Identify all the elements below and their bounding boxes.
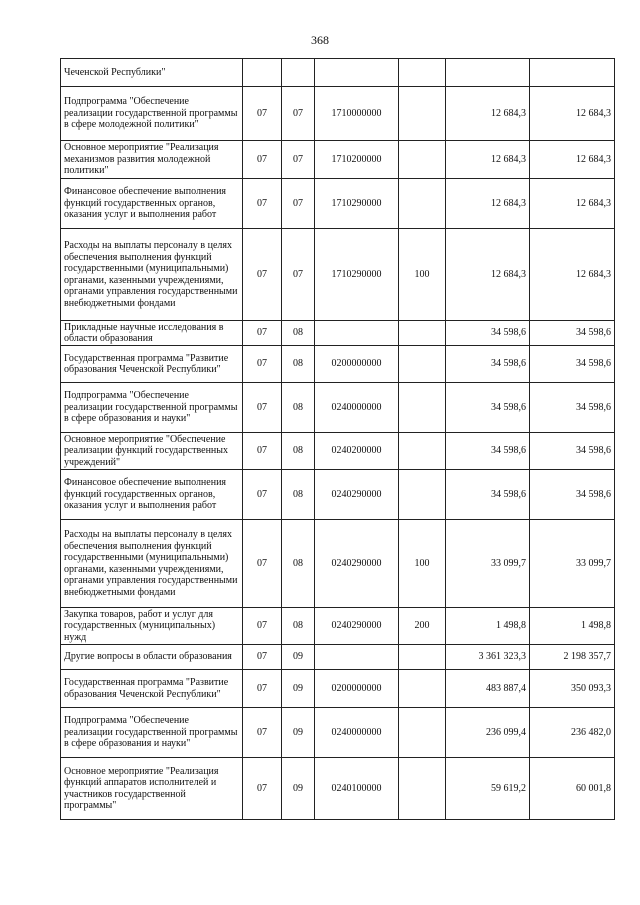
- section-code-cell: 07: [243, 758, 282, 820]
- subsection-code-cell: 07: [282, 87, 315, 141]
- target-article-cell: 0240000000: [315, 383, 399, 433]
- expense-type-cell: [399, 758, 446, 820]
- section-code-cell: 07: [243, 87, 282, 141]
- row-name-cell: Расходы на выплаты персоналу в целях обеспечения выполнения функций государственными (муниципальными) органами, казенными учреждениями, органами управления государственными внебюджетными фондами: [61, 520, 243, 608]
- amount-year1-cell: 34 598,6: [446, 346, 530, 383]
- section-code-cell: 07: [243, 383, 282, 433]
- target-article-cell: 0240200000: [315, 433, 399, 470]
- section-code-cell: 07: [243, 708, 282, 758]
- amount-year2-cell: 34 598,6: [530, 383, 615, 433]
- amount-year2-cell: 350 093,3: [530, 670, 615, 708]
- section-code-cell: 07: [243, 645, 282, 670]
- subsection-code-cell: 08: [282, 608, 315, 645]
- amount-year2-cell: 34 598,6: [530, 321, 615, 346]
- expense-type-cell: [399, 645, 446, 670]
- amount-year1-cell: 59 619,2: [446, 758, 530, 820]
- target-article-cell: 0240100000: [315, 758, 399, 820]
- subsection-code-cell: 09: [282, 645, 315, 670]
- row-name-cell: Прикладные научные исследования в области образования: [61, 321, 243, 346]
- subsection-code-cell: 08: [282, 520, 315, 608]
- target-article-cell: 1710000000: [315, 87, 399, 141]
- table-row: [61, 433, 615, 470]
- section-code-cell: 07: [243, 179, 282, 229]
- table-row: [61, 383, 615, 433]
- amount-year1-cell: 34 598,6: [446, 383, 530, 433]
- target-article-cell: [315, 59, 399, 87]
- section-code-cell: 07: [243, 346, 282, 383]
- subsection-code-cell: [282, 59, 315, 87]
- amount-year1-cell: 12 684,3: [446, 87, 530, 141]
- row-name-cell: Государственная программа "Развитие образования Чеченской Республики": [61, 346, 243, 383]
- amount-year2-cell: [530, 59, 615, 87]
- amount-year1-cell: 1 498,8: [446, 608, 530, 645]
- row-name-cell: Другие вопросы в области образования: [61, 645, 243, 670]
- table-row: [61, 87, 615, 141]
- target-article-cell: 1710290000: [315, 179, 399, 229]
- target-article-cell: 0240000000: [315, 708, 399, 758]
- amount-year2-cell: 34 598,6: [530, 470, 615, 520]
- row-name-cell: Расходы на выплаты персоналу в целях обеспечения выполнения функций государственными (муниципальными) органами, казенными учреждениями, органами управления государственными внебюджетными фондами: [61, 229, 243, 321]
- row-name-cell: Основное мероприятие "Реализация механизмов развития молодежной политики": [61, 141, 243, 179]
- subsection-code-cell: 07: [282, 179, 315, 229]
- expense-type-cell: 100: [399, 229, 446, 321]
- row-name-cell: Подпрограмма "Обеспечение реализации государственной программы в сфере образования и науки": [61, 383, 243, 433]
- subsection-code-cell: 09: [282, 758, 315, 820]
- amount-year2-cell: 60 001,8: [530, 758, 615, 820]
- table-row: [61, 758, 615, 820]
- row-name-cell: Основное мероприятие "Обеспечение реализации функций государственных учреждений": [61, 433, 243, 470]
- amount-year2-cell: 1 498,8: [530, 608, 615, 645]
- target-article-cell: 0200000000: [315, 346, 399, 383]
- amount-year2-cell: 236 482,0: [530, 708, 615, 758]
- table-row: [61, 321, 615, 346]
- expense-type-cell: [399, 470, 446, 520]
- section-code-cell: 07: [243, 433, 282, 470]
- subsection-code-cell: 07: [282, 229, 315, 321]
- target-article-cell: 0240290000: [315, 608, 399, 645]
- row-name-cell: Чеченской Республики": [61, 59, 243, 87]
- expense-type-cell: 100: [399, 520, 446, 608]
- section-code-cell: 07: [243, 670, 282, 708]
- expense-type-cell: [399, 433, 446, 470]
- expense-type-cell: [399, 179, 446, 229]
- table-row: [61, 645, 615, 670]
- expense-type-cell: [399, 59, 446, 87]
- subsection-code-cell: 09: [282, 708, 315, 758]
- expense-type-cell: [399, 141, 446, 179]
- expense-type-cell: [399, 708, 446, 758]
- expense-type-cell: [399, 87, 446, 141]
- amount-year1-cell: 34 598,6: [446, 321, 530, 346]
- table-row: [61, 179, 615, 229]
- target-article-cell: 0200000000: [315, 670, 399, 708]
- subsection-code-cell: 08: [282, 470, 315, 520]
- expense-type-cell: [399, 383, 446, 433]
- subsection-code-cell: 08: [282, 346, 315, 383]
- target-article-cell: 0240290000: [315, 470, 399, 520]
- target-article-cell: [315, 321, 399, 346]
- table-row: [61, 59, 615, 87]
- expense-type-cell: [399, 670, 446, 708]
- table-body: [61, 59, 615, 820]
- amount-year1-cell: [446, 59, 530, 87]
- table-row: [61, 229, 615, 321]
- amount-year2-cell: 34 598,6: [530, 433, 615, 470]
- table-row: [61, 346, 615, 383]
- row-name-cell: Финансовое обеспечение выполнения функций государственных органов, оказания услуг и выполнения работ: [61, 179, 243, 229]
- amount-year1-cell: 34 598,6: [446, 433, 530, 470]
- subsection-code-cell: 09: [282, 670, 315, 708]
- row-name-cell: Государственная программа "Развитие образования Чеченской Республики": [61, 670, 243, 708]
- subsection-code-cell: 08: [282, 433, 315, 470]
- row-name-cell: Закупка товаров, работ и услуг для государственных (муниципальных) нужд: [61, 608, 243, 645]
- row-name-cell: Основное мероприятие "Реализация функций аппаратов исполнителей и участников государственной программы": [61, 758, 243, 820]
- target-article-cell: 0240290000: [315, 520, 399, 608]
- target-article-cell: 1710200000: [315, 141, 399, 179]
- row-name-cell: Подпрограмма "Обеспечение реализации государственной программы в сфере молодежной политики": [61, 87, 243, 141]
- target-article-cell: [315, 645, 399, 670]
- section-code-cell: 07: [243, 141, 282, 179]
- section-code-cell: 07: [243, 470, 282, 520]
- amount-year1-cell: 3 361 323,3: [446, 645, 530, 670]
- amount-year1-cell: 12 684,3: [446, 179, 530, 229]
- budget-table: [60, 58, 615, 820]
- amount-year2-cell: 33 099,7: [530, 520, 615, 608]
- amount-year2-cell: 12 684,3: [530, 229, 615, 321]
- section-code-cell: 07: [243, 229, 282, 321]
- amount-year2-cell: 12 684,3: [530, 87, 615, 141]
- table-row: [61, 141, 615, 179]
- subsection-code-cell: 08: [282, 321, 315, 346]
- page-number: 368: [311, 33, 329, 47]
- expense-type-cell: 200: [399, 608, 446, 645]
- amount-year1-cell: 236 099,4: [446, 708, 530, 758]
- table-row: [61, 470, 615, 520]
- table-row: [61, 708, 615, 758]
- amount-year1-cell: 34 598,6: [446, 470, 530, 520]
- amount-year1-cell: 483 887,4: [446, 670, 530, 708]
- amount-year1-cell: 12 684,3: [446, 141, 530, 179]
- section-code-cell: 07: [243, 520, 282, 608]
- table-row: [61, 608, 615, 645]
- section-code-cell: [243, 59, 282, 87]
- expense-type-cell: [399, 346, 446, 383]
- row-name-cell: Финансовое обеспечение выполнения функций государственных органов, оказания услуг и выполнения работ: [61, 470, 243, 520]
- row-name-cell: Подпрограмма "Обеспечение реализации государственной программы в сфере образования и науки": [61, 708, 243, 758]
- section-code-cell: 07: [243, 321, 282, 346]
- expense-type-cell: [399, 321, 446, 346]
- subsection-code-cell: 07: [282, 141, 315, 179]
- table-row: [61, 520, 615, 608]
- amount-year2-cell: 12 684,3: [530, 179, 615, 229]
- amount-year2-cell: 2 198 357,7: [530, 645, 615, 670]
- table-row: [61, 670, 615, 708]
- amount-year2-cell: 12 684,3: [530, 141, 615, 179]
- amount-year2-cell: 34 598,6: [530, 346, 615, 383]
- amount-year1-cell: 33 099,7: [446, 520, 530, 608]
- amount-year1-cell: 12 684,3: [446, 229, 530, 321]
- target-article-cell: 1710290000: [315, 229, 399, 321]
- section-code-cell: 07: [243, 608, 282, 645]
- subsection-code-cell: 08: [282, 383, 315, 433]
